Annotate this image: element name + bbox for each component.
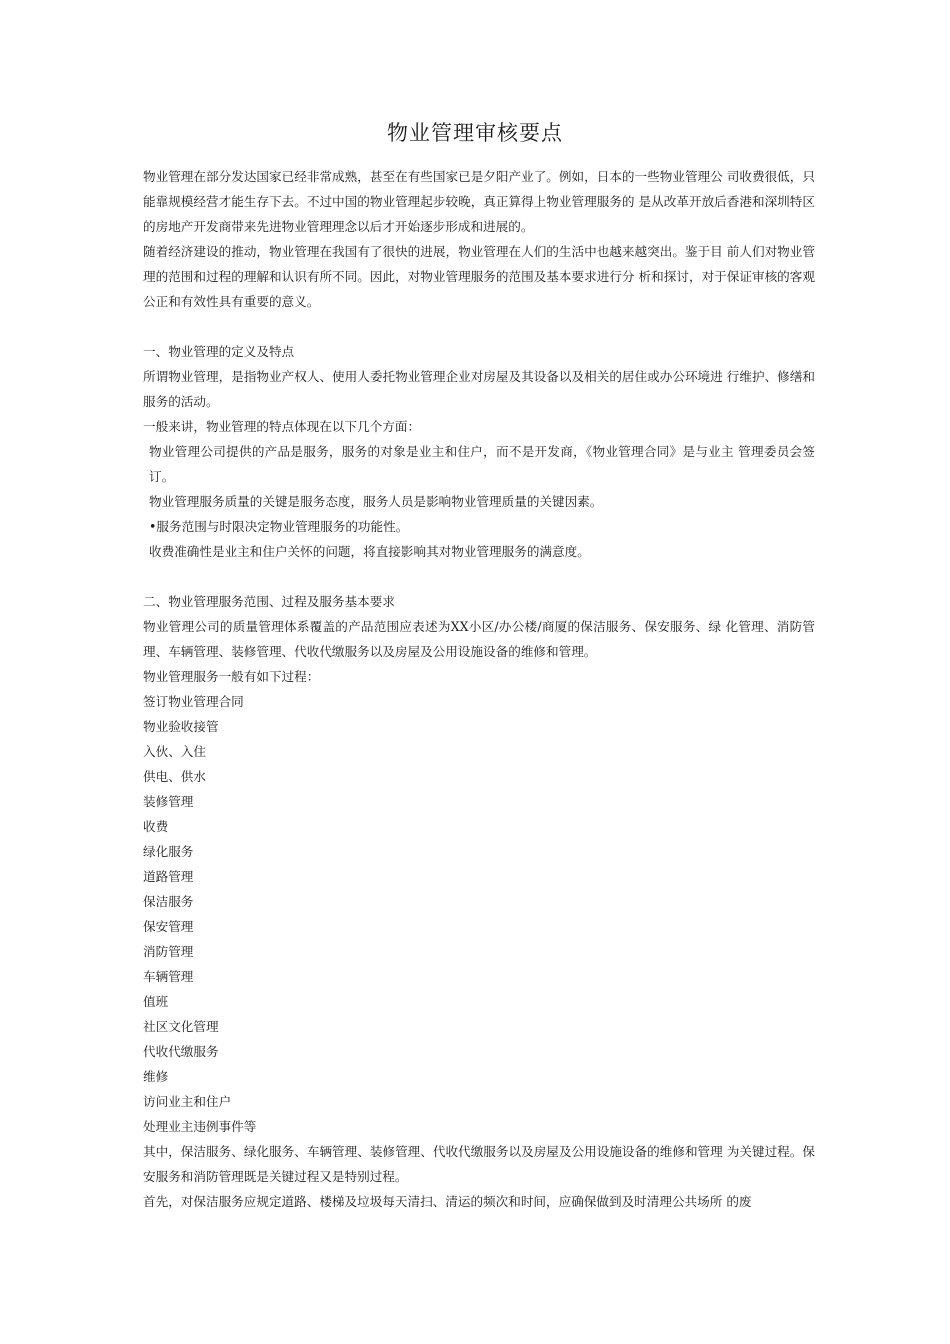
feature-item: 收费准确性是业主和住户关怀的问题，将直接影响其对物业管理服务的满意度。 [149,544,590,559]
document-body [143,164,815,1214]
process-intro: 物业管理服务一般有如下过程： [143,669,320,684]
feature-item: 物业管理服务质量的关键是服务态度，服务人员是影响物业管理质量的关键因素。 [149,494,603,509]
features-intro: 一般来讲，物业管理的特点体现在以下几个方面： [143,419,421,434]
spacer [143,314,815,339]
definition-paragraph: 所谓物业管理，是指物业产权人、使用人委托物业管理企业对房屋及其设备以及相关的居住或办公环境进 行维护、修缮和服务的活动。 [143,369,815,409]
list-item: 代收代缴服务 [143,1044,219,1059]
list-item: 保洁服务 [143,894,194,909]
list-item: 道路管理 [143,869,194,884]
list-item: 入伙、入住 [143,744,206,759]
section2-heading: 二、物业管理服务范围、过程及服务基本要求 [143,594,395,609]
feature-item: •服务范围与时限决定物业管理服务的功能性。 [149,519,409,534]
intro-paragraph-2: 随着经济建设的推动，物业管理在我国有了很快的进展，物业管理在人们的生活中也越来越突出。鉴于目 前人们对物业管理的范围和过程的理解和认识有所不同。因此，对物业管理服务的范围及基本要求进行分 析和探讨，对于保证审核的客观公正和有效性具有重要的意义。 [143,244,815,309]
list-item: 访问业主和住户 [143,1094,232,1109]
first-paragraph: 首先，对保洁服务应规定道路、楼梯及垃圾每天清扫、清运的频次和时间，应确保做到及时清理公共场所 的废 [143,1194,752,1209]
list-item: 社区文化管理 [143,1019,219,1034]
section1-heading: 一、物业管理的定义及特点 [143,344,295,359]
list-item: 绿化服务 [143,844,194,859]
list-item: 值班 [143,994,169,1009]
process-list [143,689,815,1139]
list-item: 供电、供水 [143,769,206,784]
list-item: 物业验收接管 [143,719,219,734]
list-item: 签订物业管理合同 [143,694,244,709]
document-title: 物业管理审核要点 [387,121,563,145]
list-item: 装修管理 [143,794,194,809]
list-item: 车辆管理 [143,969,194,984]
spacer [143,564,815,589]
intro-paragraph-1: 物业管理在部分发达国家已经非常成熟，甚至在有些国家已是夕阳产业了。例如，日本的一些物业管理公 司收费很低，只能靠规模经营才能生存下去。不过中国的物业管理起步较晚，真正算得上物业管理服务的 是从改革开放后香港和深圳特区的房地产开发商带来先进物业管理理念以后才开始逐步形成和进展的。 [143,169,815,234]
list-item: 处理业主违例事件等 [143,1119,257,1134]
list-item: 保安管理 [143,919,194,934]
list-item: 维修 [143,1069,169,1084]
list-item: 消防管理 [143,944,194,959]
list-item: 收费 [143,819,169,834]
key-processes-paragraph: 其中，保洁服务、绿化服务、车辆管理、装修管理、代收代缴服务以及房屋及公用设施设备的维修和管理 为关键过程。保安服务和消防管理既是关键过程又是特别过程。 [143,1144,815,1184]
feature-item: 物业管理公司提供的产品是服务，服务的对象是业主和住户，而不是开发商，《物业管理合同》是与业主 管理委员会签订。 [149,444,815,484]
scope-paragraph: 物业管理公司的质量管理体系覆盖的产品范围应表述为XX小区/办公楼/商厦的保洁服务、保安服务、绿 化管理、消防管理、车辆管理、装修管理、代收代缴服务以及房屋及公用设施设备的维修和管理。 [143,619,815,659]
